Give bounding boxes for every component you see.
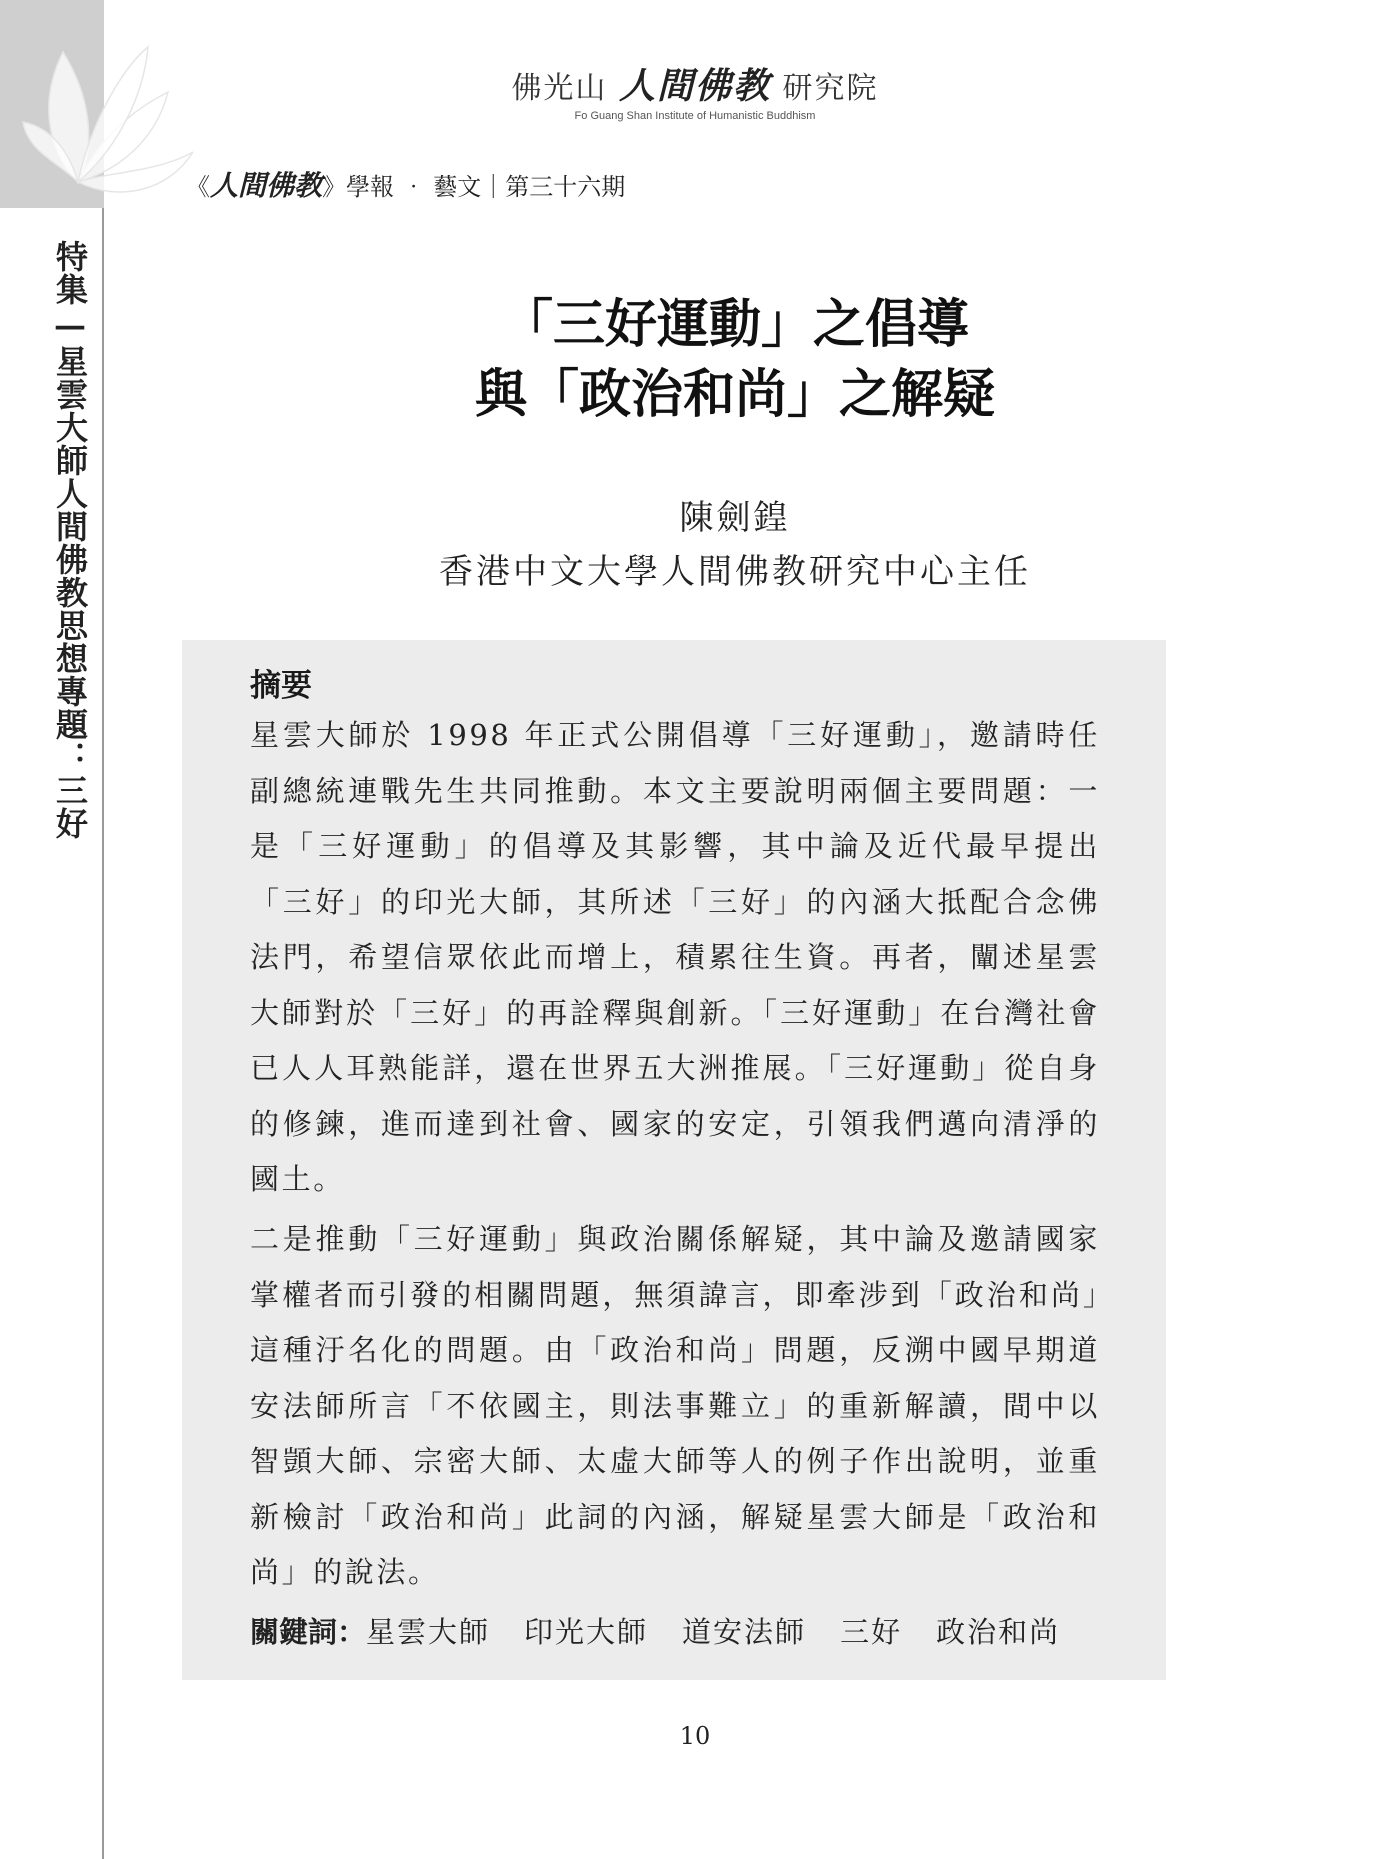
journal-open-bracket: 《: [186, 173, 210, 201]
journal-issue: 》學報 ‧ 藝文｜第三十六期: [322, 173, 626, 201]
abstract-heading: 摘要: [250, 668, 312, 704]
institute-english-name: Fo Guang Shan Institute of Humanistic Buddhism: [574, 110, 816, 122]
abstract-paragraph-2: 二是推動「三好運動」與政治關係解疑，其中論及邀請國家掌權者而引發的相關問題，無須諱言，即牽涉到「政治和尚」這種汙名化的問題。由「政治和尚」問題，反溯中國早期道安法師所言「不依國主，則法事難立」的重新解讀，間中以智顗大師、宗密大師、太虛大師等人的例子作出說明，並重新檢討「政治和尚」此詞的內涵，解疑星雲大師是「政治和尚」的說法。: [250, 1222, 1100, 1589]
article-title-line1: 「三好運動」之倡導: [500, 294, 969, 355]
abstract-box: [182, 640, 1166, 1680]
journal-header: [186, 164, 625, 204]
keyword: 印光大師: [524, 1615, 649, 1649]
article-title-line2: 與「政治和尚」之解疑: [474, 364, 995, 425]
keywords-label: 關鍵詞：: [250, 1615, 367, 1649]
keyword: 星雲大師: [366, 1615, 491, 1649]
abstract-paragraph-1: 星雲大師於 1998 年正式公開倡導「三好運動」，邀請時任副總統連戰先生共同推動。本文主要說明兩個主要問題：一是「三好運動」的倡導及其影響，其中論及近代最早提出「三好」的印光大師，其所述「三好」的內涵大抵配合念佛法門，希望信眾依此而增上，積累往生資。再者，闡述星雲大師對於「三好」的再詮釋與創新。「三好運動」在台灣社會已人人耳熟能詳，還在世界五大洲推展。「三好運動」從自身的修鍊，進而達到社會、國家的安定，引領我們邁向清淨的國土。: [250, 718, 1100, 1196]
journal-brand: 人間佛教: [210, 169, 323, 202]
author-affiliation: 香港中文大學人間佛教研究中心主任: [439, 552, 1031, 592]
lotus-logo-icon: [18, 32, 208, 212]
article-title: [250, 290, 1220, 430]
institute-prefix: 佛光山: [511, 71, 608, 106]
vertical-section-title: 特集—星雲大師人間佛教思想專題：三好: [51, 240, 89, 840]
institute-brand: 人間佛教: [618, 65, 771, 107]
page-number: 10: [679, 1722, 711, 1750]
keyword: 政治和尚: [936, 1615, 1061, 1649]
institute-suffix: 研究院: [782, 71, 879, 106]
keyword: 道安法師: [682, 1615, 807, 1649]
keywords-line: [250, 1610, 1110, 1651]
author-name: 陳劍鍠: [679, 498, 791, 538]
institute-name: [490, 58, 900, 109]
keyword: 三好: [840, 1615, 903, 1649]
side-rule: [102, 208, 104, 1859]
